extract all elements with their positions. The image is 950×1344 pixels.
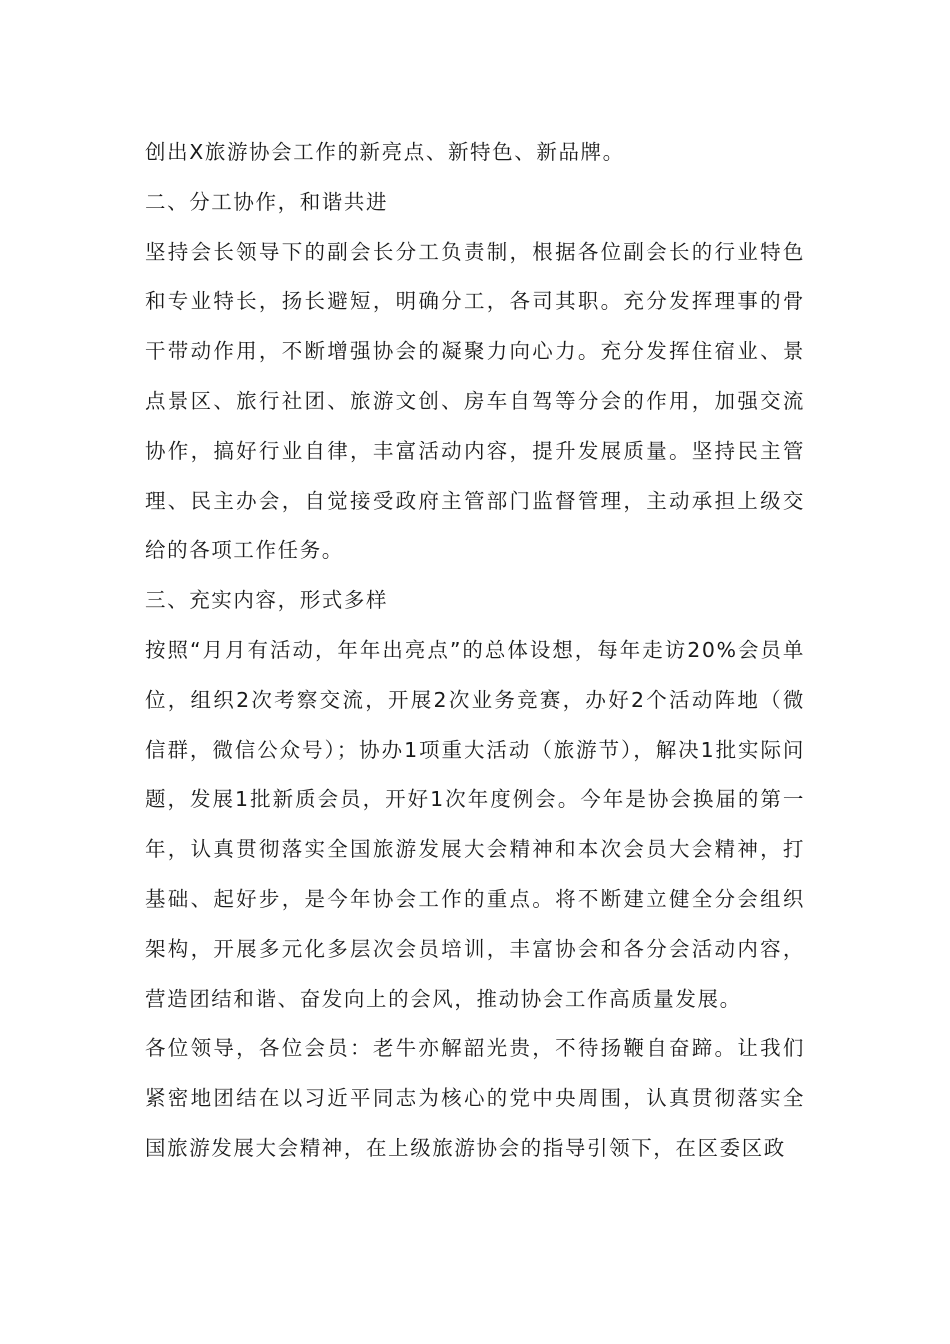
- paragraph-section-3: 按照“月月有活动，年年出亮点”的总体设想，每年走访20%会员单位，组织2次考察交流，开展2次业务竞赛，办好2个活动阵地（微信群，微信公众号）；协办1项重大活动（旅游节），解决1批实际问题，发展1批新质会员，开好1次年度例会。今年是协会换届的第一年，认真贯彻落实全国旅游发展大会精神和本次会员大会精神，打基础、起好步，是今年协会工作的重点。将不断建立健全分会组织架构，开展多元化多层次会员培训，丰富协会和各分会活动内容，营造团结和谐、奋发向上的会风，推动协会工作高质量发展。: [145, 637, 805, 1011]
- paragraph-closing: 各位领导，各位会员：老牛亦解韶光贵，不待扬鞭自奋蹄。让我们紧密地团结在以习近平同志为核心的党中央周围，认真贯彻落实全国旅游发展大会精神，在上级旅游协会的指导引领下，在区委区政: [145, 1036, 805, 1160]
- section-heading-3: 三、充实内容，形式多样: [145, 588, 389, 613]
- paragraph-intro-end: 创出X旅游协会工作的新亮点、新特色、新品牌。: [145, 140, 625, 164]
- document-body: [145, 128, 805, 1174]
- paragraph-section-2: 坚持会长领导下的副会长分工负责制，根据各位副会长的行业特色和专业特长，扬长避短，明确分工，各司其职。充分发挥理事的骨干带动作用，不断增强协会的凝聚力向心力。充分发挥住宿业、景点景区、旅行社团、旅游文创、房车自驾等分会的作用，加强交流协作，搞好行业自律，丰富活动内容，提升发展质量。坚持民主管理、民主办会，自觉接受政府主管部门监督管理，主动承担上级交给的各项工作任务。: [145, 239, 805, 563]
- section-heading-2: 二、分工协作，和谐共进: [145, 189, 389, 214]
